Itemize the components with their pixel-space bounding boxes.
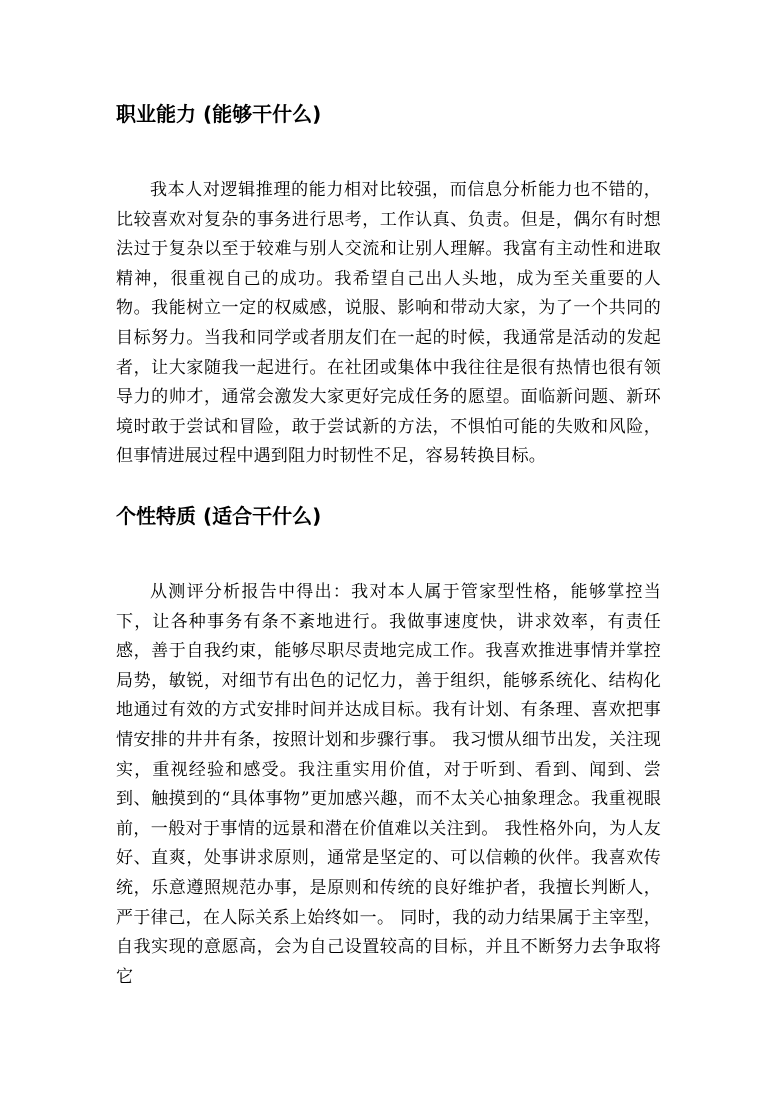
section-heading-career-ability: 职业能力 (能够干什么) — [116, 102, 322, 126]
section-heading-personality-traits: 个性特质 (适合干什么) — [116, 504, 322, 528]
section-body-personality-traits: 从测评分析报告中得出：我对本人属于管家型性格，能够掌控当下，让各种事务有条不紊地进行。我做事速度快，讲求效率，有责任感，善于自我约束，能够尽职尽责地完成工作。我喜欢推进事情并掌控局势，敏锐，对细节有出色的记忆力，善于组织，能够系统化、结构化地通过有效的方式安排时间并达成目标。我有计划、有条理、喜欢把事情安排的井井有条，按照计划和步骤行事。 我习惯从细节出发，关注现实，重视经验和感受。我注重实用价值，对于听到、看到、闻到、尝到、触摸到的“具体事物”更加感兴趣，而不太关心抽象理念。我重视眼前，一般对于事情的远景和潜在价值难以关注到。 我性格外向，为人友好、直爽，处事讲求原则，通常是坚定的、可以信赖的伙伴。我喜欢传统，乐意遵照规范办事，是原则和传统的良好维护者，我擅长判断人，严于律己，在人际关系上始终如一。 同时，我的动力结果属于主宰型，自我实现的意愿高，会为自己设置较高的目标，并且不断努力去争取将它 — [116, 582, 661, 987]
section-body-career-ability: 我本人对逻辑推理的能力相对比较强，而信息分析能力也不错的，比较喜欢对复杂的事务进行思考，工作认真、负责。但是，偶尔有时想法过于复杂以至于较难与别人交流和让别人理解。我富有主动性和进取精神，很重视自己的成功。我希望自己出人头地，成为至关重要的人物。我能树立一定的权威感，说服、影响和带动大家，为了一个共同的目标努力。当我和同学或者朋友们在一起的时候，我通常是活动的发起者，让大家随我一起进行。在社团或集体中我往往是很有热情也很有领导力的帅才，通常会激发大家更好完成任务的愿望。面临新问题、新环境时敢于尝试和冒险，敢于尝试新的方法，不惧怕可能的失败和风险，但事情进展过程中遇到阻力时韧性不足，容易转换目标。 — [116, 180, 661, 467]
